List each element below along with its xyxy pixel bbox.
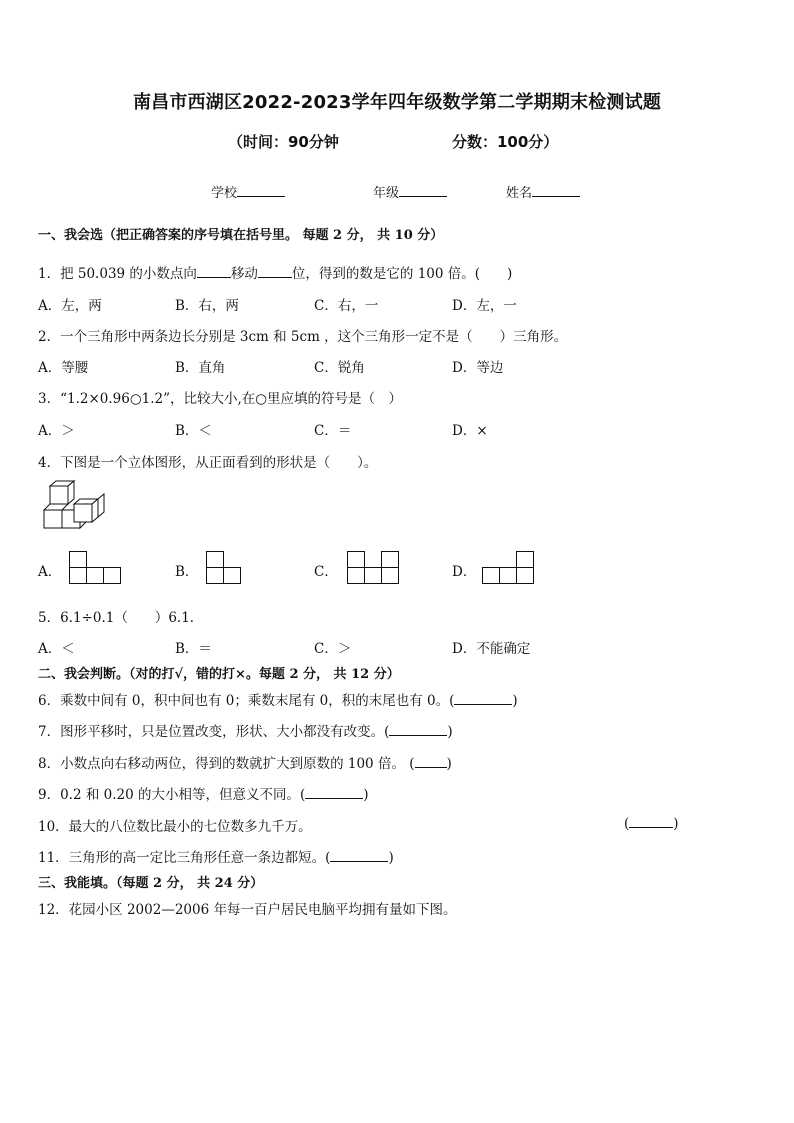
q3-option-b[interactable]: B．＜ (175, 423, 212, 439)
question-8: 8．小数点向右移动两位，得到的数就扩大到原数的 100 倍。 ( ) (38, 756, 452, 772)
q4-option-d-figure[interactable] (482, 551, 534, 585)
q1-blank-1[interactable] (197, 265, 231, 278)
q1-option-b[interactable]: B．右，两 (175, 298, 239, 314)
q5-option-b[interactable]: B．＝ (175, 641, 212, 657)
q2-option-a[interactable]: A．等腰 (38, 360, 89, 376)
section-1-heading: 一、我会选（把正确答案的序号填在括号里。 每题 2 分， 共 10 分） (38, 228, 444, 243)
q9-answer-blank[interactable] (305, 786, 363, 799)
question-12: 12．花园小区 2002—2006 年每一百户居民电脑平均拥有量如下图。 (38, 902, 457, 918)
q2-option-b[interactable]: B．直角 (175, 360, 226, 376)
name-blank[interactable] (532, 183, 580, 197)
q1-option-c[interactable]: C．右，一 (314, 298, 379, 314)
q7-answer-blank[interactable] (389, 723, 447, 736)
q4-option-c-figure[interactable] (347, 551, 399, 585)
q1-option-d[interactable]: D．左，一 (452, 298, 517, 314)
q1-option-a[interactable]: A．左，两 (38, 298, 102, 314)
q2-option-c[interactable]: C．锐角 (314, 360, 365, 376)
section-2-heading: 二、我会判断。（对的打√，错的打×。每题 2 分， 共 12 分） (38, 667, 400, 682)
q4-option-a[interactable]: A． (38, 564, 62, 580)
q3-option-a[interactable]: A．＞ (38, 423, 75, 439)
q11-answer-blank[interactable] (330, 849, 388, 862)
q4-option-c[interactable]: C． (314, 564, 338, 580)
q4-option-a-figure[interactable] (69, 551, 121, 585)
exam-score: 分数：100分） (452, 133, 559, 151)
name-label: 姓名 (506, 186, 533, 201)
exam-time: （时间：90分钟 (228, 133, 339, 151)
q4-option-b-figure[interactable] (206, 551, 241, 585)
q5-option-c[interactable]: C．＞ (314, 641, 352, 657)
q5-option-a[interactable]: A．＜ (38, 641, 75, 657)
name-field[interactable] (506, 182, 580, 201)
q10-answer-blank[interactable] (629, 815, 673, 828)
cube-figure (40, 480, 110, 530)
question-4: 4．下图是一个立体图形，从正面看到的形状是（ ）。 (38, 455, 378, 471)
school-blank[interactable] (237, 183, 285, 197)
q8-answer-blank[interactable] (415, 755, 447, 768)
section-3-heading: 三、我能填。（每题 2 分， 共 24 分） (38, 876, 264, 891)
question-3: 3．“1.2×0.96○1.2”，比较大小,在○里应填的符号是（ ） (38, 391, 403, 407)
question-11: 11．三角形的高一定比三角形任意一条边都短。( ) (38, 850, 394, 866)
grade-blank[interactable] (399, 183, 447, 197)
question-2: 2．一个三角形中两条边长分别是 3cm 和 5cm ，这个三角形一定不是（ ）三角形。 (38, 329, 568, 345)
q4-option-b[interactable]: B． (175, 564, 199, 580)
q4-option-d[interactable]: D． (452, 564, 477, 580)
page-title: 南昌市西湖区2022-2023学年四年级数学第二学期期末检测试题 (132, 92, 662, 113)
question-9: 9．0.2 和 0.20 的大小相等，但意义不同。( ) (38, 787, 369, 803)
school-label: 学校 (211, 186, 238, 201)
question-10: 10．最大的八位数比最小的七位数多九千万。 (38, 819, 312, 835)
question-7: 7．图形平移时，只是位置改变，形状、大小都没有改变。( ) (38, 724, 453, 740)
q3-option-c[interactable]: C．＝ (314, 423, 352, 439)
q6-answer-blank[interactable] (454, 692, 512, 705)
grade-label: 年级 (373, 186, 400, 201)
question-5: 5．6.1÷0.1（ ）6.1． (38, 610, 204, 626)
school-field[interactable] (211, 182, 285, 201)
q10-answer: ( ) (624, 816, 679, 832)
q2-option-d[interactable]: D．等边 (452, 360, 504, 376)
q1-blank-2[interactable] (258, 265, 292, 278)
question-1: 1．把 50.039 的小数点向 移动 位，得到的数是它的 100 倍。( ) (38, 266, 513, 282)
q5-option-d[interactable]: D．不能确定 (452, 641, 531, 657)
question-6: 6．乘数中间有 0，积中间也有 0；乘数末尾有 0，积的末尾也有 0。( ) (38, 693, 518, 709)
grade-field[interactable] (373, 182, 447, 201)
q3-option-d[interactable]: D．× (452, 423, 488, 439)
